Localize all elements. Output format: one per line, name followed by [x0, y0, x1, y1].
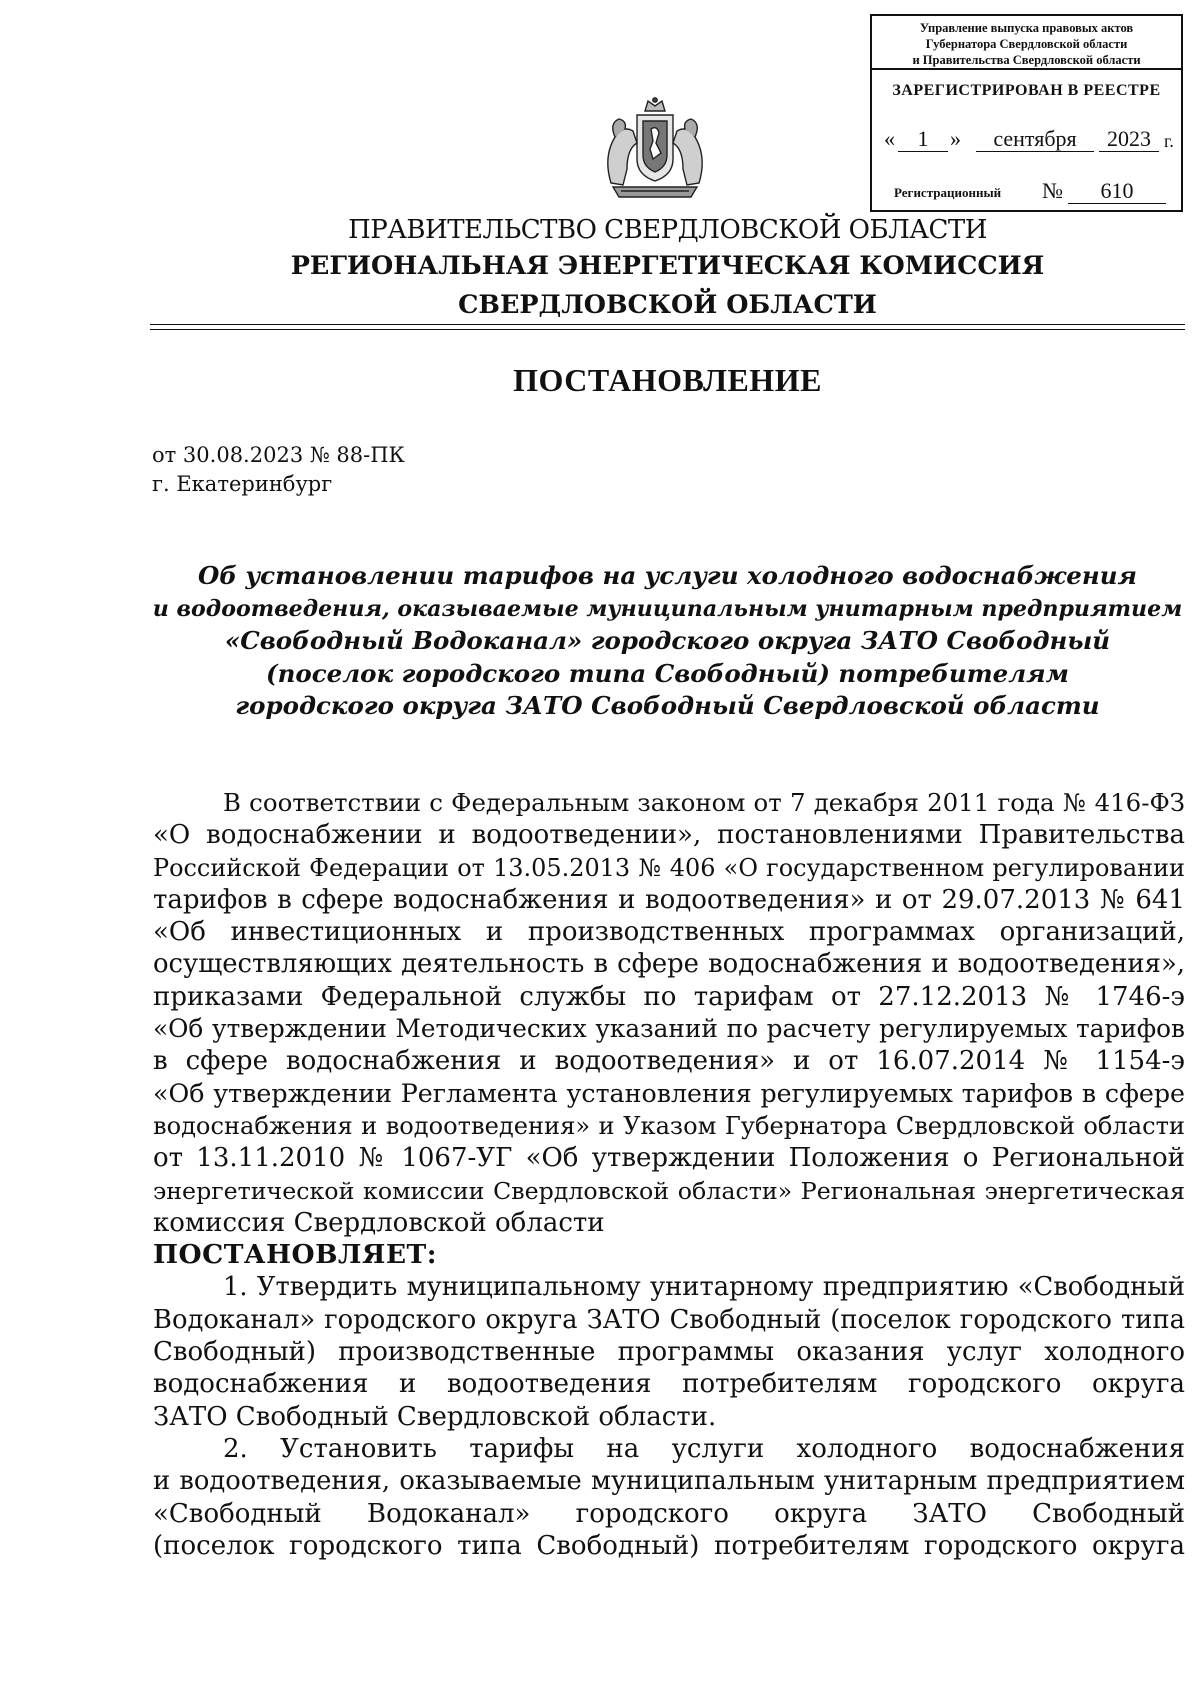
document-body [153, 787, 1185, 1562]
document-city: г. Екатеринбург [152, 472, 333, 496]
stamp-registration [894, 176, 1173, 204]
stamp-quote-close: » [950, 126, 961, 151]
coat-of-arms-icon [593, 97, 717, 201]
stamp-header-line: Губернатора Свердловской области [925, 37, 1128, 51]
item-1-line: 1. Утвердить муниципальному унитарному предприятию «Свободный [223, 1272, 1185, 1303]
item-2-line: (поселок городского типа Свободный) потребителям городского округа [153, 1530, 1185, 1561]
preamble-line: приказами Федеральной службы по тарифам от 27.12.2013 № 1746-э [153, 981, 1185, 1012]
item-2-line: 2. Установить тарифы на услуги холодного водоснабжения [223, 1433, 1185, 1464]
stamp-title: ЗАРЕГИСТРИРОВАН В РЕЕСТРЕ [892, 82, 1161, 99]
stamp-month: сентября [976, 127, 1094, 152]
subject-line: (поселок городского типа Свободный) потребителям [266, 658, 1069, 688]
preamble-line: водоснабжения и водоотведения» и Указом Губернатора Свердловской области [153, 1111, 1185, 1140]
preamble-line: комиссия Свердловской области [153, 1207, 605, 1238]
stamp-reg-label: Регистрационный [894, 185, 1002, 200]
preamble-line: «Об утверждении Регламента установления регулируемых тарифов в сфере [153, 1078, 1185, 1108]
item-1-line: Свободный) производственные программы оказания услуг холодного [153, 1337, 1185, 1368]
government-name: ПРАВИТЕЛЬСТВО СВЕРДЛОВСКОЙ ОБЛАСТИ [348, 215, 987, 245]
preamble-line: от 13.11.2010 № 1067-УГ «Об утверждении Положения о Региональной [153, 1143, 1185, 1174]
item-2-line: «Свободный Водоканал» городского округа ЗАТО Свободный [153, 1498, 1185, 1529]
subject-line: Об установлении тарифов на услуги холодного водоснабжения [197, 561, 1138, 590]
document-date-number: от 30.08.2023 № 88-ПК [152, 443, 405, 467]
stamp-date [884, 124, 1173, 152]
preamble-line: тарифов в сфере водоснабжения и водоотведения» и от 29.07.2013 № 641 [153, 884, 1185, 915]
preamble-line: энергетической комиссии Свердловской области» Региональная энергетическая [153, 1176, 1185, 1205]
stamp-header [872, 16, 1181, 70]
header-divider [150, 324, 1185, 325]
header-divider [150, 329, 1185, 330]
preamble-line: «О водоснабжении и водоотведении», постановлениями Правительства [153, 820, 1185, 851]
stamp-year: 2023 [1099, 127, 1159, 152]
preamble-line: в сфере водоснабжения и водоотведения» и от 16.07.2014 № 1154-э [153, 1046, 1185, 1077]
stamp-number-sign: № [1042, 178, 1063, 203]
registration-stamp [870, 14, 1183, 212]
stamp-day: 1 [898, 127, 948, 152]
item-1-line: ЗАТО Свободный Свердловской области. [153, 1401, 717, 1432]
item-1-line: водоснабжения и водоотведения потребителям городского округа [153, 1369, 1185, 1400]
stamp-header-line: и Правительства Свердловской области [912, 53, 1141, 67]
stamp-quote-open: « [884, 126, 895, 151]
stamp-year-suffix: г. [1164, 131, 1174, 151]
document-type: ПОСТАНОВЛЕНИЕ [513, 362, 822, 398]
commission-name-line1: РЕГИОНАЛЬНАЯ ЭНЕРГЕТИЧЕСКАЯ КОМИССИЯ [290, 251, 1045, 281]
commission-name-line2: СВЕРДЛОВСКОЙ ОБЛАСТИ [458, 290, 877, 320]
subject-line: городского округа ЗАТО Свободный Свердловской области [235, 691, 1100, 720]
preamble-line: «Об инвестиционных и производственных программах организаций, [153, 917, 1185, 948]
preamble-line: Российской Федерации от 13.05.2013 № 406 «О государственном регулировании [153, 853, 1185, 882]
subject-line: «Свободный Водоканал» городского округа ЗАТО Свободный [224, 626, 1111, 655]
preamble-line: В соответствии с Федеральным законом от 7 декабря 2011 года № 416-ФЗ [223, 788, 1185, 817]
subject-line: и водоотведения, оказываемые муниципальным унитарным предприятием [152, 595, 1183, 622]
preamble-line: «Об утверждении Методических указаний по расчету регулируемых тарифов [153, 1014, 1185, 1044]
stamp-header-line: Управление выпуска правовых актов [919, 21, 1134, 35]
preamble-line: осуществляющих деятельность в сфере водоснабжения и водоотведения», [153, 949, 1185, 980]
stamp-reg-number: 610 [1068, 179, 1166, 204]
document-subject [150, 560, 1185, 723]
item-2-line: и водоотведения, оказываемые муниципальным унитарным предприятием [153, 1466, 1185, 1497]
item-1-line: Водоканал» городского округа ЗАТО Свободный (поселок городского типа [153, 1304, 1185, 1335]
resolves-heading: ПОСТАНОВЛЯЕТ: [153, 1239, 438, 1271]
